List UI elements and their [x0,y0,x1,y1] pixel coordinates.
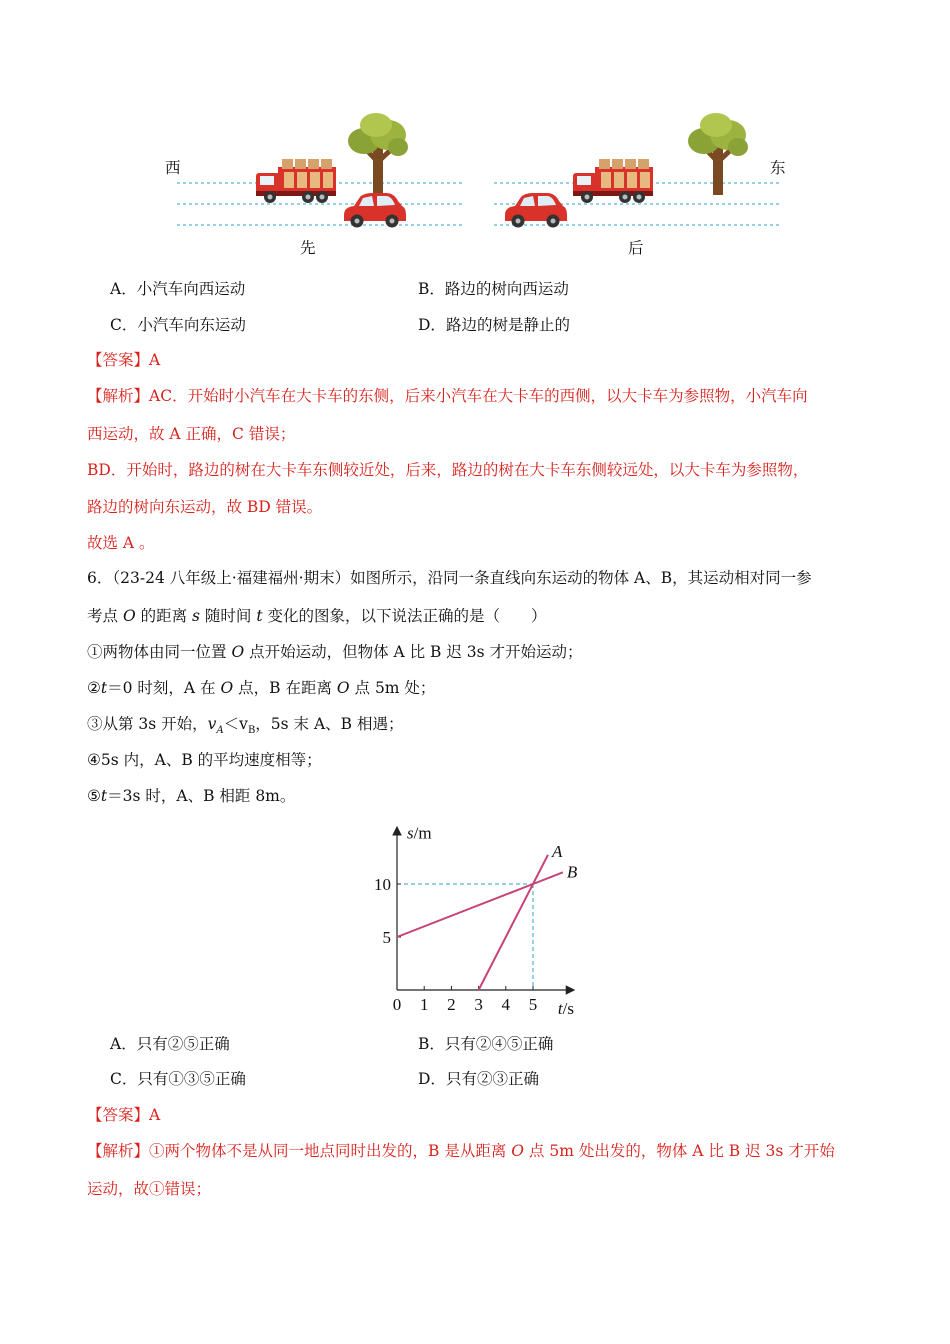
option-text: 小汽车向东运动 [137,316,246,334]
q5-option-d [418,315,570,335]
option-letter: C． [110,316,138,334]
q6-statement-1 [87,642,583,662]
west-label: 西 [165,159,181,177]
stem-text: ＜v [223,715,248,733]
var-t: t [100,679,108,697]
x-tick-label: 0 [392,995,402,1014]
cars-scene [160,105,800,265]
stem-text: 考点 [87,607,123,625]
q6-analysis-line-2: 运动，故①错误； [87,1180,212,1198]
q6-stem-line-1 [87,568,812,588]
q5-analysis-line-1 [87,386,808,406]
stem-text: ⑤ [87,787,101,805]
var-s: s [192,607,200,625]
before-label: 先 [300,239,316,257]
stem-text: 变化的图象，以下说法正确的是（ ） [262,607,547,625]
q6-answer [87,1105,160,1125]
q6-statement-3 [87,714,403,741]
x-axis-label: t/s [557,999,574,1018]
option-letter: B． [418,280,445,298]
var-O: O [336,679,350,697]
stem-text: 点 5m 处； [349,679,436,697]
q5-conclusion: 故选 A 。 [87,534,155,552]
stem-text: ② [87,679,101,697]
stem-text: 点，B 在距离 [233,679,337,697]
q6-stem-line-2 [87,606,547,626]
var-O: O [231,643,245,661]
option-text: 路边的树是静止的 [445,316,570,334]
option-text: 只有②④⑤正确 [444,1035,554,1053]
q5-analysis-line-4: 路边的树向东运动，故 BD 错误。 [87,498,323,516]
option-letter: C． [110,1070,138,1088]
var-O: O [511,1142,524,1160]
q5-option-a [110,279,245,299]
q5-analysis-line-3: BD．开始时，路边的树在大卡车东侧较近处，后来，路边的树在大卡车东侧较远处，以大卡车为参照物， [87,461,809,479]
stem-text: ＝3s 时，A、B 相距 8m。 [107,787,296,805]
var-v: v [207,715,217,733]
after-label: 后 [628,239,644,257]
stem-text: ，5s 末 A、B 相遇； [255,715,404,733]
tree-after [688,113,748,195]
option-letter: D． [418,316,446,334]
option-text: 路边的树向西运动 [444,280,569,298]
east-label: 东 [770,159,786,177]
q6-option-d [418,1069,539,1089]
series-label-B: B [566,862,578,882]
stem-text: 的距离 [135,607,193,625]
x-tick-label: 5 [528,995,538,1014]
option-text: 只有②⑤正确 [136,1035,230,1053]
answer-tag: 【答案】 [87,1106,150,1124]
var-t: t [256,607,263,625]
analysis-text: AC．开始时小汽车在大卡车的东侧，后来小汽车在大卡车的西侧，以大卡车为参照物，小汽车向 [149,387,808,405]
truck-after [573,159,653,203]
q6-analysis-line-1 [87,1141,835,1161]
x-tick-label: 1 [419,995,429,1014]
truck-before [256,159,336,203]
stem-text: ③从第 3s 开始， [87,715,208,733]
x-tick-label: 4 [501,995,511,1014]
y-tick-label: 10 [374,875,391,894]
y-axis-label: s/m [407,823,432,843]
subscript-B: B [247,725,256,737]
q5-analysis-line-2: 西运动，故 A 正确，C 错误； [87,425,296,443]
stem-text: ①两物体由同一位置 [87,643,232,661]
subscript-A: A [216,725,224,737]
x-tick-label: 3 [474,995,483,1014]
q6-statement-2 [87,678,435,698]
option-text: 小汽车向西运动 [136,280,246,298]
q6-option-a [110,1034,230,1054]
car-before [344,193,406,228]
option-letter: A． [110,1035,137,1053]
q5-option-c [110,315,246,335]
option-text: 只有①③⑤正确 [137,1070,246,1088]
stem-text: 点开始运动，但物体 A 比 B 迟 3s 才开始运动； [244,643,583,661]
stem-text: （23-24 八年级上·福建福州·期末）如图所示，沿同一条直线向东运动的物体 A、B，其运动相对同一参 [112,569,812,587]
analysis-text: 点 5m 处出发的，物体 A 比 B 迟 3s 才开始 [523,1142,835,1160]
answer-value: A [149,351,161,369]
option-text: 只有②③正确 [445,1070,539,1088]
option-letter: D． [418,1070,446,1088]
q5-option-b [418,279,569,299]
series-label-A: A [551,841,563,861]
var-O: O [122,607,136,625]
s-t-chart [355,812,595,1022]
q6-option-b [418,1034,553,1054]
analysis-text: ①两个物体不是从同一地点同时出发的，B 是从距离 [149,1142,512,1160]
var-O: O [220,679,234,697]
q6-statement-5 [87,786,295,806]
question-number: 6． [87,569,113,587]
q6-statement-4: ④5s 内，A、B 的平均速度相等； [87,751,322,769]
q5-answer [87,350,160,370]
var-t: t [100,787,108,805]
answer-tag: 【答案】 [87,351,150,369]
analysis-tag: 【解析】 [87,387,150,405]
stem-text: ＝0 时刻，A 在 [107,679,221,697]
answer-value: A [149,1106,161,1124]
car-after [505,193,567,228]
option-letter: A． [110,280,137,298]
series-line-A [479,855,548,990]
stem-text: 随时间 [199,607,257,625]
y-tick-label: 5 [382,928,391,947]
option-letter: B． [418,1035,445,1053]
q6-option-c [110,1069,246,1089]
x-tick-label: 2 [447,995,456,1014]
analysis-tag: 【解析】 [87,1142,150,1160]
series-line-B [397,872,563,937]
